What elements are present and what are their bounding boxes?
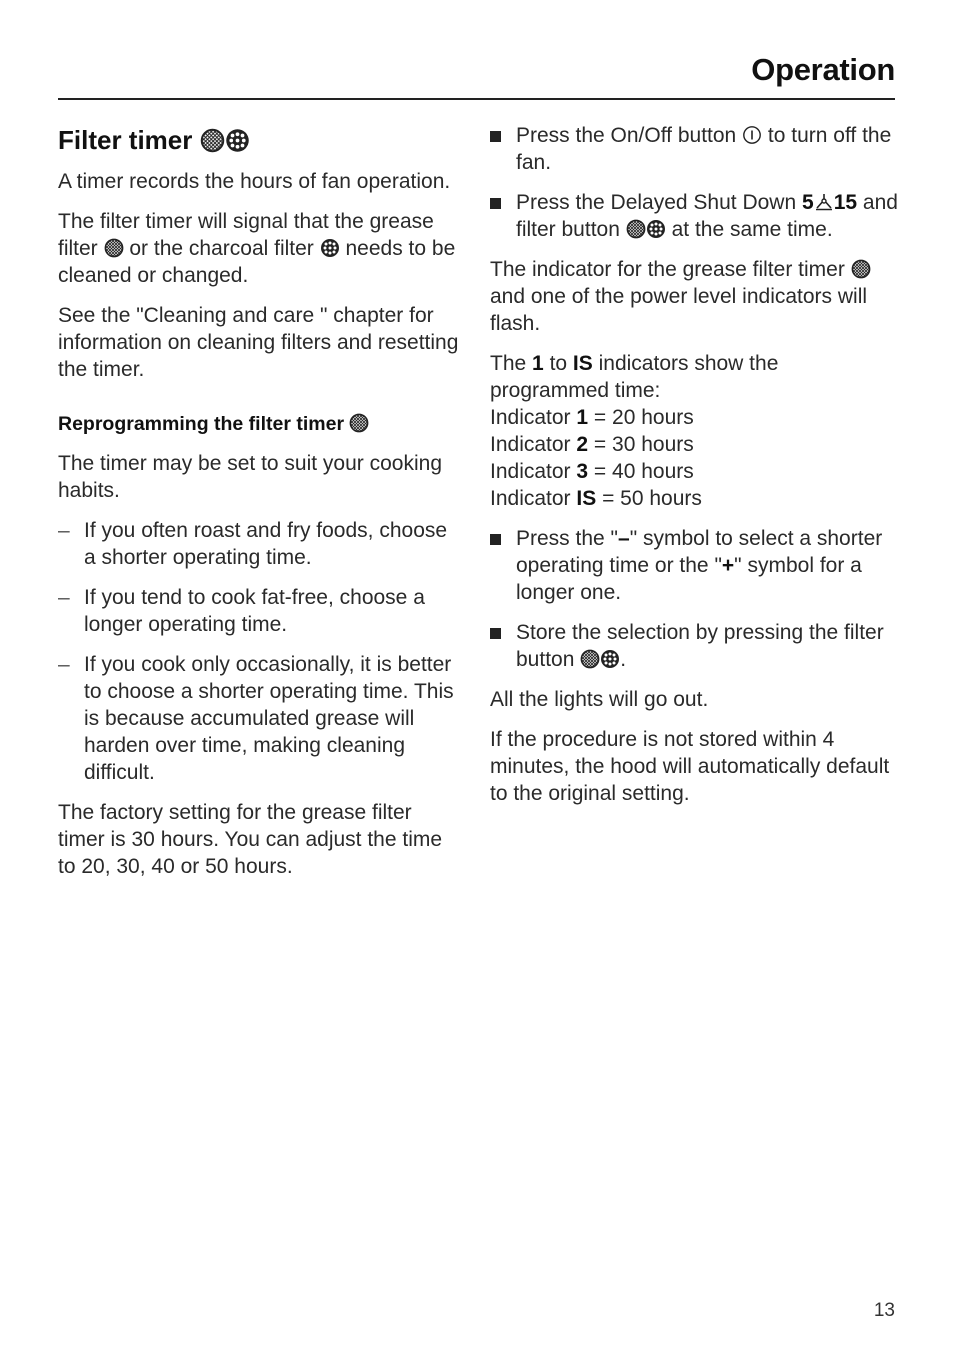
charcoal-filter-icon (646, 219, 666, 239)
step-text-c: " symbol for a longer one. (516, 554, 862, 604)
indicator-is: IS (572, 352, 593, 375)
dash-list (58, 517, 462, 786)
bullet-square (490, 628, 501, 639)
indicator-row (490, 458, 900, 485)
dash-marker: – (58, 653, 70, 676)
minus-symbol: – (618, 527, 630, 550)
step-item (490, 189, 900, 243)
indicator-row (490, 404, 900, 431)
delay-max-value: 15 (833, 191, 858, 214)
bullet-square (490, 534, 501, 545)
indicator-one: 1 (532, 352, 544, 375)
step-text-a: Press the On/Off button (516, 124, 737, 147)
header-rule (58, 98, 895, 100)
section-title-text: Filter timer (58, 125, 193, 155)
grease-filter-icon (580, 649, 600, 669)
grease-filter-icon (104, 238, 124, 258)
indicator-key: 3 (576, 460, 589, 483)
indicator-text-a: The indicator for the grease filter timer (490, 258, 845, 281)
step-text-a: Press the " (516, 527, 618, 550)
signal-text-c: needs to be cleaned or changed. (58, 237, 456, 287)
indicator-value: = 30 hours (593, 433, 694, 456)
indicator-label: Indicator (490, 433, 571, 456)
fan-timer-icon (814, 192, 834, 212)
subsection-title (58, 411, 462, 438)
dash-marker: – (58, 586, 70, 609)
step-text-c: at the same time. (671, 218, 833, 241)
step-item (490, 525, 900, 606)
charcoal-filter-icon (320, 238, 340, 258)
factory-setting-paragraph: The factory setting for the grease filter timer is 30 hours. You can adjust the time to 20, 30, 40 or 50 hours. (58, 801, 443, 878)
delay-min-value: 5 (802, 191, 814, 214)
step-text-b: and filter button (516, 191, 898, 241)
indicator-label: Indicator (490, 460, 571, 483)
indicator-key: 2 (576, 433, 589, 456)
right-column (490, 122, 900, 820)
intro-paragraph: A timer records the hours of fan operation. (58, 170, 451, 193)
indicator-key: 1 (576, 406, 589, 429)
step-item (490, 619, 900, 673)
subsection-title-text: Reprogramming the filter timer (58, 413, 345, 435)
signal-text-b: or the charcoal filter (129, 237, 314, 260)
step-text-b: " symbol to select a shorter operating time or the " (516, 527, 883, 577)
programmed-text-b: indicators show the programmed time: (490, 352, 779, 402)
indicator-row (490, 431, 900, 458)
grease-filter-icon (851, 259, 871, 279)
indicator-key: IS (576, 487, 597, 510)
indicator-paragraph (490, 256, 900, 337)
bullet-square (490, 198, 501, 209)
signal-text-a: The filter timer will signal that the grease filter (58, 210, 434, 260)
section-title (58, 122, 462, 158)
lights-out-paragraph: All the lights will go out. (490, 688, 709, 711)
bullet-square (490, 131, 501, 142)
step-item (490, 122, 900, 176)
signal-paragraph (58, 208, 462, 289)
timeout-paragraph: If the procedure is not stored within 4 minutes, the hood will automatically default to the original setting. (490, 728, 890, 805)
grease-filter-icon (200, 128, 225, 153)
indicator-row (490, 485, 900, 512)
indicator-value: = 40 hours (593, 460, 694, 483)
indicator-text-b: and one of the power level indicators will flash. (490, 285, 868, 335)
indicator-label: Indicator (490, 487, 571, 510)
step-list-top (490, 122, 900, 243)
grease-filter-icon (626, 219, 646, 239)
list-item-text: If you often roast and fry foods, choose a shorter operating time. (84, 519, 448, 569)
grease-filter-icon (349, 413, 369, 433)
list-item-text: If you cook only occasionally, it is better to choose a shorter operating time. This is because accumulated grease will harden over time, making cleaning difficult. (84, 653, 454, 784)
habits-paragraph: The timer may be set to suit your cooking habits. (58, 452, 442, 502)
step-list-bottom (490, 525, 900, 673)
indicator-value: = 50 hours (602, 487, 702, 510)
step-text-b: . (620, 648, 627, 671)
page-title: Operation (751, 52, 895, 87)
list-item (58, 517, 462, 571)
left-column (58, 122, 462, 893)
plus-symbol: + (721, 554, 735, 577)
indicator-label: Indicator (490, 406, 571, 429)
list-item (58, 584, 462, 638)
step-text-a: Store the selection by pressing the filter button (516, 621, 884, 671)
see-chapter-paragraph: See the "Cleaning and care " chapter for information on cleaning filters and resetting the timer. (58, 304, 459, 381)
step-text-b: to turn off the fan. (516, 124, 892, 174)
indicator-value: = 20 hours (593, 406, 694, 429)
dash-marker: – (58, 519, 70, 542)
step-text-a: Press the Delayed Shut Down (516, 191, 797, 214)
programmed-to: to (549, 352, 568, 375)
power-icon (742, 125, 762, 145)
page-number: 13 (873, 1300, 895, 1321)
programmed-text-a: The (490, 352, 527, 375)
list-item (58, 651, 462, 786)
charcoal-filter-icon (600, 649, 620, 669)
list-item-text: If you tend to cook fat-free, choose a longer operating time. (84, 586, 425, 636)
programmed-time-paragraph (490, 350, 900, 512)
charcoal-filter-icon (225, 128, 250, 153)
